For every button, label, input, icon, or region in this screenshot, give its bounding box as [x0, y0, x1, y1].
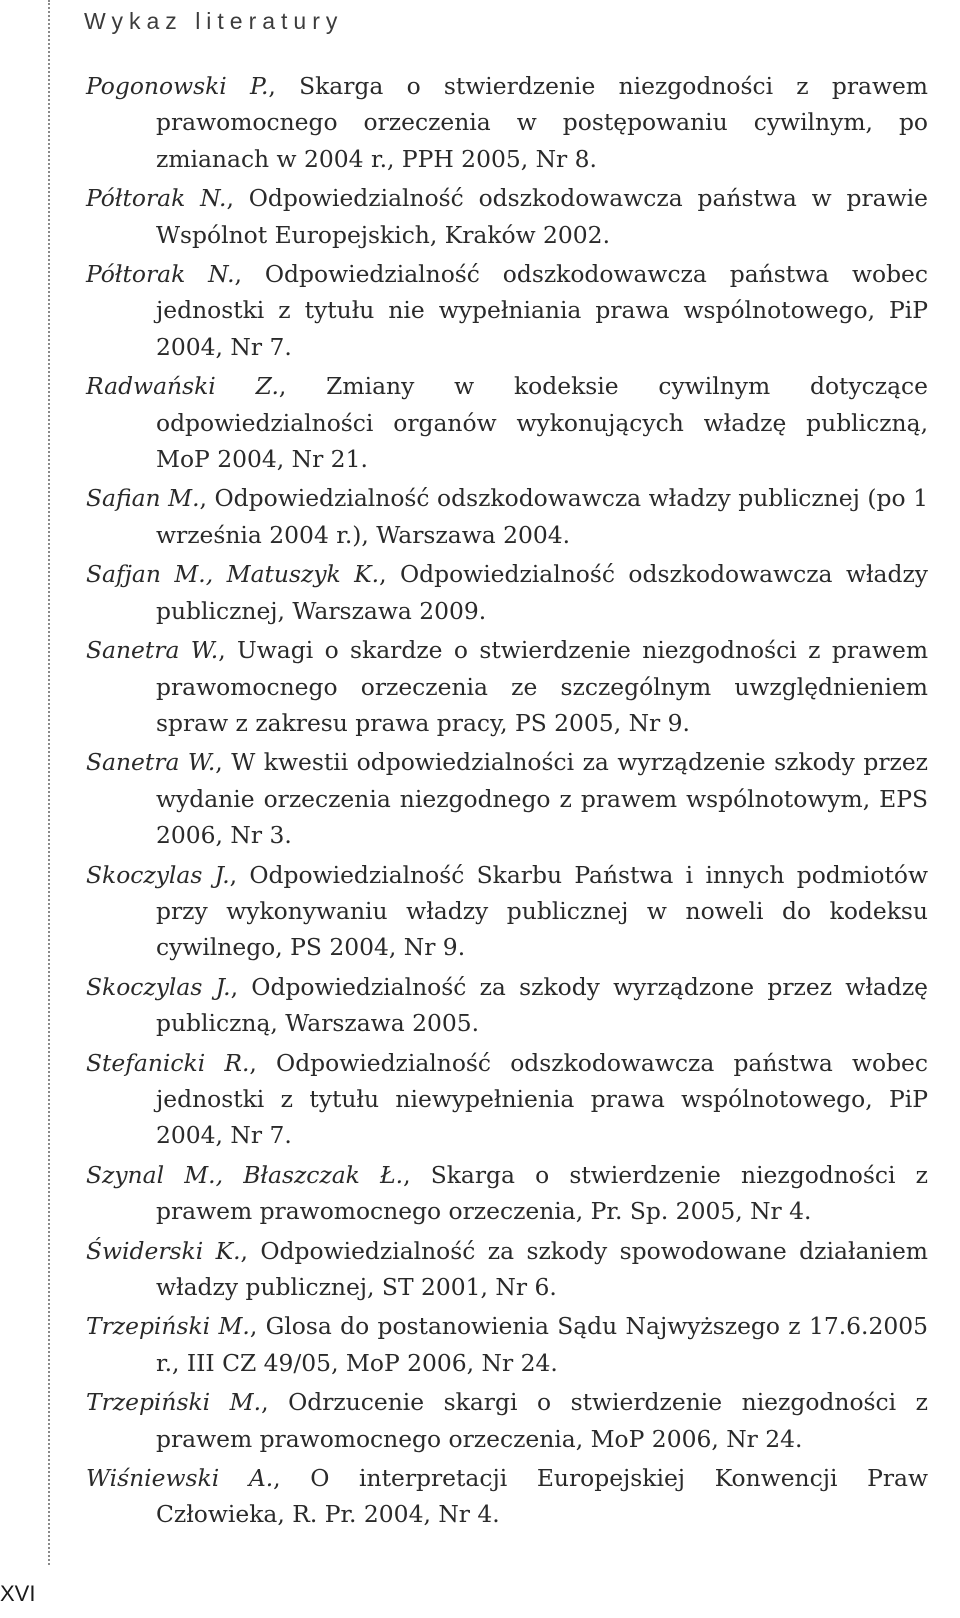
entry-author: Skoczylas J.: [86, 860, 230, 889]
bibliography-entry: [86, 68, 928, 177]
page-number: XVI: [0, 1581, 36, 1606]
entry-author: Safian M.: [86, 484, 200, 513]
entry-author: Radwański Z.: [86, 372, 279, 401]
entry-text: , Skarga o stwierdzenie niezgodności z prawem prawomocnego orzeczenia, Pr. Sp. 2005, Nr 4.: [156, 1160, 928, 1226]
entry-text: , Glosa do postanowienia Sądu Najwyższego z 17.6.2005 r., III CZ 49/05, MoP 2006, Nr 24.: [156, 1312, 928, 1377]
entry-author: Pogonowski P.: [86, 72, 269, 100]
bibliography-entry: [86, 1308, 928, 1381]
bibliography-entry: [86, 632, 928, 741]
dotted-margin-rule: [48, 0, 50, 1565]
bibliography-entry: [86, 1157, 928, 1230]
entry-text: , Odpowiedzialność za szkody wyrządzone przez władzę publiczną, Warszawa 2005.: [156, 972, 928, 1038]
entry-author: Świderski K.: [86, 1236, 241, 1265]
bibliography-entry: [86, 480, 928, 553]
entry-text: , Odpowiedzialność odszkodowawcza państwa wobec jednostki z tytułu nie wypełniania prawa wspólnotowego, PiP 2004, Nr 7.: [156, 260, 928, 361]
entry-author: Stefanicki R.: [86, 1048, 250, 1077]
bibliography-entry: [86, 556, 928, 629]
entry-text: , Odpowiedzialność odszkodowawcza władzy publicznej (po 1 września 2004 r.), Warszawa 2004.: [156, 484, 928, 549]
bibliography-list: [86, 68, 928, 1536]
entry-text: , Odpowiedzialność za szkody spowodowane działaniem władzy publicznej, ST 2001, Nr 6.: [156, 1236, 928, 1301]
entry-author: Półtorak N.: [86, 184, 227, 213]
entry-author: Półtorak N.: [86, 260, 235, 289]
bibliography-entry: [86, 256, 928, 365]
entry-author: Wiśniewski A.: [86, 1464, 274, 1493]
bibliography-entry: [86, 368, 928, 477]
entry-text: , W kwestii odpowiedzialności za wyrządzenie szkody przez wydanie orzeczenia niezgodnego z prawem wspólnotowym, EPS 2006, Nr 3.: [156, 748, 928, 850]
entry-text: , Odpowiedzialność odszkodowawcza państwa wobec jednostki z tytułu niewypełnienia prawa wspólnotowego, PiP 2004, Nr 7.: [156, 1048, 928, 1150]
bibliography-entry: [86, 1384, 928, 1457]
bibliography-entry: [86, 180, 928, 253]
entry-author: Trzepiński M.: [86, 1312, 250, 1341]
bibliography-entry: [86, 744, 928, 853]
entry-author: Trzepiński M.: [86, 1388, 262, 1417]
bibliography-entry: [86, 857, 928, 966]
bibliography-entry: [86, 969, 928, 1042]
entry-author: Sanetra W.: [86, 748, 216, 777]
bibliography-entry: [86, 1045, 928, 1154]
entry-text: , Skarga o stwierdzenie niezgodności z prawem prawomocnego orzeczenia w postępowaniu cywilnym, po zmianach w 2004 r., PPH 2005, Nr 8.: [156, 72, 928, 173]
entry-text: , Odrzucenie skargi o stwierdzenie niezgodności z prawem prawomocnego orzeczenia, MoP 2006, Nr 24.: [156, 1388, 928, 1453]
entry-author: Safjan M., Matuszyk K.: [86, 560, 380, 589]
entry-text: , Uwagi o skardze o stwierdzenie niezgodności z prawem prawomocnego orzeczenia ze szczególnym uwzględnieniem spraw z zakresu prawa pracy, PS 2005, Nr 9.: [156, 636, 928, 737]
bibliography-entry: [86, 1460, 928, 1533]
entry-text: , Odpowiedzialność odszkodowawcza władzy publicznej, Warszawa 2009.: [156, 560, 929, 625]
entry-text: , Odpowiedzialność Skarbu Państwa i innych podmiotów przy wykonywaniu władzy publicznej w noweli do kodeksu cywilnego, PS 2004, Nr 9.: [156, 860, 928, 962]
entry-author: Szynal M., Błaszczak Ł.: [86, 1160, 404, 1189]
entry-text: , Odpowiedzialność odszkodowawcza państwa w prawie Wspólnot Europejskich, Kraków 2002.: [156, 184, 928, 249]
entry-author: Skoczylas J.: [86, 972, 231, 1001]
entry-text: , O interpretacji Europejskiej Konwencji Praw Człowieka, R. Pr. 2004, Nr 4.: [156, 1464, 928, 1529]
running-header: Wykaz literatury: [84, 8, 344, 34]
bibliography-entry: [86, 1233, 928, 1306]
entry-text: , Zmiany w kodeksie cywilnym dotyczące odpowiedzialności organów wykonujących władzę publiczną, MoP 2004, Nr 21.: [156, 372, 928, 474]
entry-author: Sanetra W.: [86, 636, 219, 665]
